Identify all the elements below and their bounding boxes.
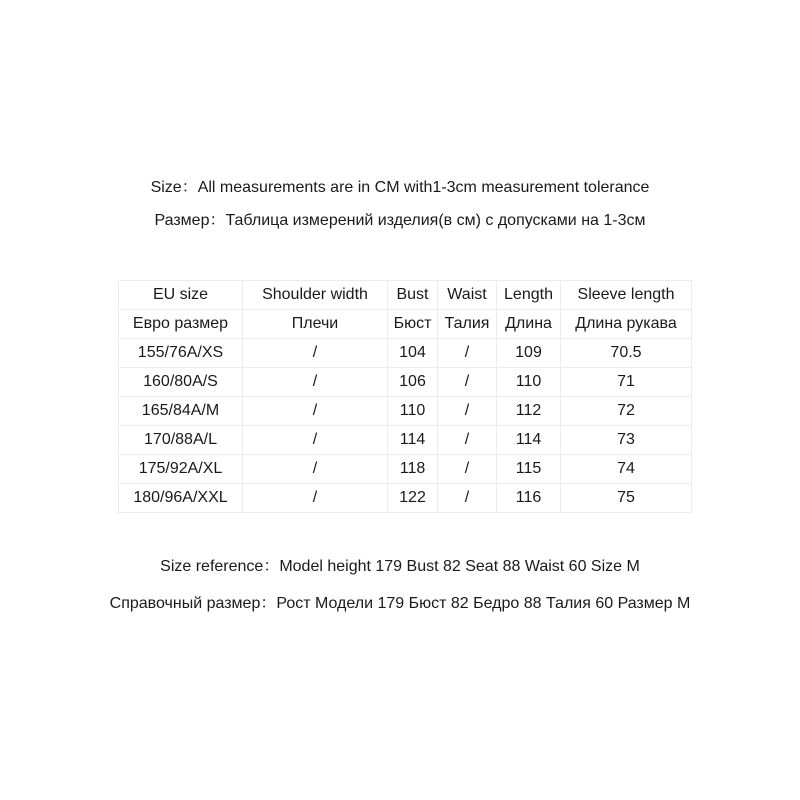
table-row bbox=[119, 484, 692, 513]
table-row bbox=[119, 426, 692, 455]
header-bust-ru: Бюст bbox=[388, 310, 438, 339]
header-waist-ru: Талия bbox=[438, 310, 497, 339]
cell-bust: 110 bbox=[388, 397, 438, 426]
cell-eu-size: 175/92A/XL bbox=[119, 455, 243, 484]
header-eu-size-ru: Евро размер bbox=[119, 310, 243, 339]
header-sleeve-length-ru: Длина рукава bbox=[561, 310, 692, 339]
cell-bust: 122 bbox=[388, 484, 438, 513]
header-length: Length bbox=[497, 281, 561, 310]
header-bust: Bust bbox=[388, 281, 438, 310]
cell-length: 116 bbox=[497, 484, 561, 513]
cell-bust: 118 bbox=[388, 455, 438, 484]
cell-sleeve-length: 74 bbox=[561, 455, 692, 484]
cell-waist: / bbox=[438, 484, 497, 513]
table-row bbox=[119, 455, 692, 484]
cell-sleeve-length: 70.5 bbox=[561, 339, 692, 368]
cell-bust: 114 bbox=[388, 426, 438, 455]
cell-eu-size: 180/96A/XXL bbox=[119, 484, 243, 513]
header-waist: Waist bbox=[438, 281, 497, 310]
header-eu-size: EU size bbox=[119, 281, 243, 310]
cell-length: 115 bbox=[497, 455, 561, 484]
table-row bbox=[119, 368, 692, 397]
cell-shoulder-width: / bbox=[243, 339, 388, 368]
cell-bust: 104 bbox=[388, 339, 438, 368]
header-sleeve-length: Sleeve length bbox=[561, 281, 692, 310]
cell-waist: / bbox=[438, 426, 497, 455]
header-shoulder-width: Shoulder width bbox=[243, 281, 388, 310]
cell-eu-size: 160/80A/S bbox=[119, 368, 243, 397]
table-header-row-russian bbox=[119, 310, 692, 339]
cell-shoulder-width: / bbox=[243, 455, 388, 484]
size-note-russian: Размер：Таблица измерений изделия(в см) с допусками на 1-3см bbox=[154, 212, 646, 229]
size-chart-table bbox=[118, 280, 692, 513]
size-reference-english: Size reference：Model height 179 Bust 82 Seat 88 Waist 60 Size M bbox=[160, 558, 640, 575]
cell-sleeve-length: 75 bbox=[561, 484, 692, 513]
cell-shoulder-width: / bbox=[243, 368, 388, 397]
size-note-english: Size：All measurements are in CM with1-3cm measurement tolerance bbox=[150, 179, 650, 196]
cell-waist: / bbox=[438, 455, 497, 484]
cell-length: 110 bbox=[497, 368, 561, 397]
header-length-ru: Длина bbox=[497, 310, 561, 339]
cell-shoulder-width: / bbox=[243, 484, 388, 513]
cell-length: 109 bbox=[497, 339, 561, 368]
cell-length: 112 bbox=[497, 397, 561, 426]
cell-sleeve-length: 72 bbox=[561, 397, 692, 426]
cell-shoulder-width: / bbox=[243, 426, 388, 455]
cell-waist: / bbox=[438, 397, 497, 426]
cell-sleeve-length: 73 bbox=[561, 426, 692, 455]
header-shoulder-width-ru: Плечи bbox=[243, 310, 388, 339]
cell-eu-size: 170/88A/L bbox=[119, 426, 243, 455]
cell-bust: 106 bbox=[388, 368, 438, 397]
cell-sleeve-length: 71 bbox=[561, 368, 692, 397]
cell-shoulder-width: / bbox=[243, 397, 388, 426]
cell-waist: / bbox=[438, 368, 497, 397]
cell-waist: / bbox=[438, 339, 497, 368]
cell-eu-size: 165/84A/M bbox=[119, 397, 243, 426]
cell-eu-size: 155/76A/XS bbox=[119, 339, 243, 368]
cell-length: 114 bbox=[497, 426, 561, 455]
table-row bbox=[119, 397, 692, 426]
size-reference-russian: Справочный размер：Рост Модели 179 Бюст 82 Бедро 88 Талия 60 Размер M bbox=[109, 595, 691, 612]
table-header-row-english bbox=[119, 281, 692, 310]
table-row bbox=[119, 339, 692, 368]
